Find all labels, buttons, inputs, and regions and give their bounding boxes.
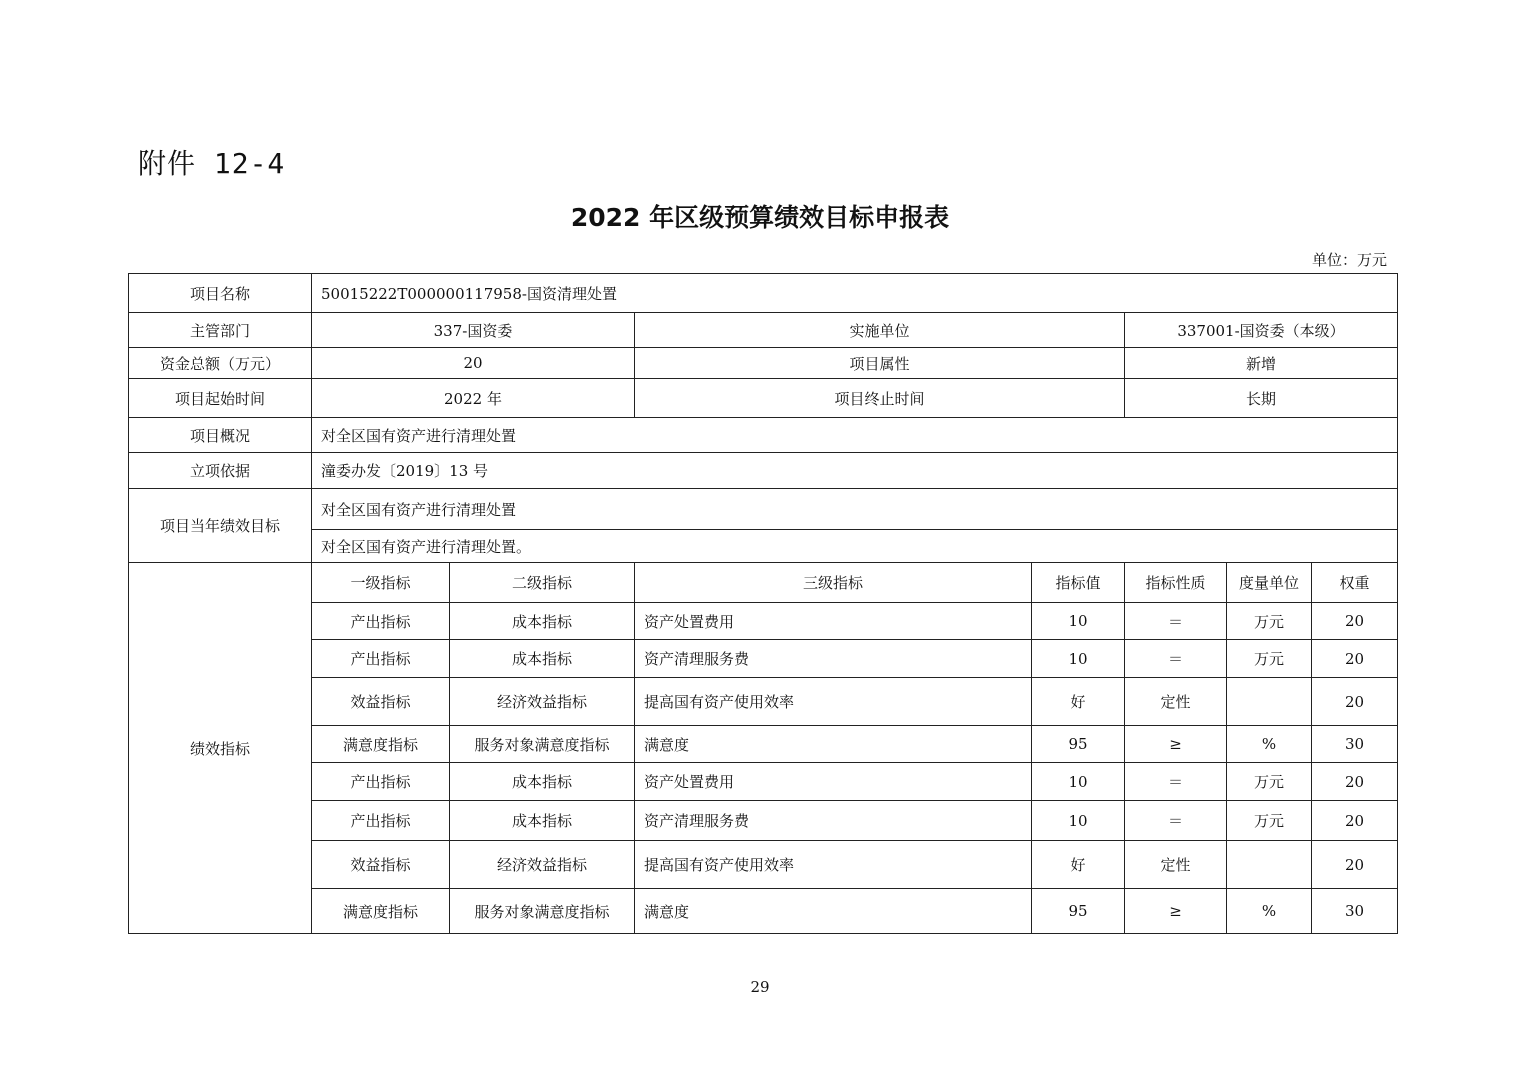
unit-cell: % xyxy=(1227,889,1312,934)
value-cell: 好 xyxy=(1032,841,1125,889)
indicator-header-row xyxy=(129,563,1398,603)
header-level1: 一级指标 xyxy=(312,563,450,603)
weight-cell: 30 xyxy=(1312,726,1398,763)
row-fund xyxy=(129,348,1398,379)
header-weight: 权重 xyxy=(1312,563,1398,603)
table-row xyxy=(129,889,1398,934)
table-row xyxy=(129,640,1398,678)
end-value: 长期 xyxy=(1125,379,1398,418)
weight-cell: 20 xyxy=(1312,678,1398,726)
level3-cell: 资产清理服务费 xyxy=(635,801,1032,841)
level2-cell: 成本指标 xyxy=(450,603,635,640)
page-number: 29 xyxy=(750,978,770,996)
table-row xyxy=(129,678,1398,726)
start-label: 项目起始时间 xyxy=(129,379,312,418)
level2-cell: 成本指标 xyxy=(450,763,635,801)
attachment-label: 附件 12-4 xyxy=(138,147,286,180)
unit-cell: % xyxy=(1227,726,1312,763)
impl-label: 实施单位 xyxy=(635,313,1125,348)
nature-cell: 定性 xyxy=(1125,841,1227,889)
level3-cell: 资产处置费用 xyxy=(635,603,1032,640)
header-level2: 二级指标 xyxy=(450,563,635,603)
level1-cell: 产出指标 xyxy=(312,801,450,841)
table-row xyxy=(129,801,1398,841)
weight-cell: 20 xyxy=(1312,763,1398,801)
row-goal-1 xyxy=(129,489,1398,530)
level2-cell: 经济效益指标 xyxy=(450,841,635,889)
value-cell: 10 xyxy=(1032,763,1125,801)
overview-value: 对全区国有资产进行清理处置 xyxy=(312,418,1398,453)
goal-label: 项目当年绩效目标 xyxy=(129,489,312,563)
unit-cell: 万元 xyxy=(1227,640,1312,678)
level2-cell: 成本指标 xyxy=(450,801,635,841)
attr-value: 新增 xyxy=(1125,348,1398,379)
project-name-label: 项目名称 xyxy=(129,274,312,313)
goal-line-1: 对全区国有资产进行清理处置 xyxy=(312,489,1398,530)
nature-cell: ≥ xyxy=(1125,726,1227,763)
table-row xyxy=(129,726,1398,763)
overview-label: 项目概况 xyxy=(129,418,312,453)
level1-cell: 满意度指标 xyxy=(312,726,450,763)
nature-cell: ＝ xyxy=(1125,763,1227,801)
value-cell: 10 xyxy=(1032,640,1125,678)
nature-cell: ≥ xyxy=(1125,889,1227,934)
row-department xyxy=(129,313,1398,348)
page-title: 2022 年区级预算绩效目标申报表 xyxy=(570,203,950,232)
unit-cell xyxy=(1227,841,1312,889)
level3-cell: 满意度 xyxy=(635,726,1032,763)
budget-performance-table xyxy=(128,273,1398,934)
unit-cell: 万元 xyxy=(1227,801,1312,841)
header-value: 指标值 xyxy=(1032,563,1125,603)
weight-cell: 20 xyxy=(1312,801,1398,841)
unit-cell xyxy=(1227,678,1312,726)
table-row xyxy=(129,763,1398,801)
row-basis xyxy=(129,453,1398,489)
dept-label: 主管部门 xyxy=(129,313,312,348)
level1-cell: 效益指标 xyxy=(312,841,450,889)
value-cell: 好 xyxy=(1032,678,1125,726)
header-nature: 指标性质 xyxy=(1125,563,1227,603)
impl-value: 337001-国资委（本级） xyxy=(1125,313,1398,348)
value-cell: 95 xyxy=(1032,889,1125,934)
table-row xyxy=(129,841,1398,889)
level1-cell: 效益指标 xyxy=(312,678,450,726)
row-overview xyxy=(129,418,1398,453)
value-cell: 10 xyxy=(1032,801,1125,841)
fund-label: 资金总额（万元） xyxy=(129,348,312,379)
row-period xyxy=(129,379,1398,418)
unit-cell: 万元 xyxy=(1227,603,1312,640)
nature-cell: ＝ xyxy=(1125,640,1227,678)
level3-cell: 资产清理服务费 xyxy=(635,640,1032,678)
level1-cell: 产出指标 xyxy=(312,763,450,801)
value-cell: 95 xyxy=(1032,726,1125,763)
level3-cell: 资产处置费用 xyxy=(635,763,1032,801)
project-name-value: 50015222T000000117958-国资清理处置 xyxy=(312,274,1398,313)
level2-cell: 经济效益指标 xyxy=(450,678,635,726)
level3-cell: 提高国有资产使用效率 xyxy=(635,678,1032,726)
header-unit: 度量单位 xyxy=(1227,563,1312,603)
row-project-name xyxy=(129,274,1398,313)
level3-cell: 满意度 xyxy=(635,889,1032,934)
nature-cell: ＝ xyxy=(1125,603,1227,640)
level2-cell: 服务对象满意度指标 xyxy=(450,889,635,934)
row-goal-2 xyxy=(129,530,1398,563)
attr-label: 项目属性 xyxy=(635,348,1125,379)
weight-cell: 20 xyxy=(1312,640,1398,678)
unit-label: 单位：万元 xyxy=(1311,251,1387,269)
level2-cell: 成本指标 xyxy=(450,640,635,678)
value-cell: 10 xyxy=(1032,603,1125,640)
weight-cell: 20 xyxy=(1312,603,1398,640)
unit-cell: 万元 xyxy=(1227,763,1312,801)
dept-value: 337-国资委 xyxy=(312,313,635,348)
goal-line-2: 对全区国有资产进行清理处置。 xyxy=(312,530,1398,563)
header-level3: 三级指标 xyxy=(635,563,1032,603)
end-label: 项目终止时间 xyxy=(635,379,1125,418)
fund-value: 20 xyxy=(312,348,635,379)
nature-cell: ＝ xyxy=(1125,801,1227,841)
table-row xyxy=(129,603,1398,640)
level1-cell: 产出指标 xyxy=(312,603,450,640)
level2-cell: 服务对象满意度指标 xyxy=(450,726,635,763)
level1-cell: 产出指标 xyxy=(312,640,450,678)
weight-cell: 20 xyxy=(1312,841,1398,889)
nature-cell: 定性 xyxy=(1125,678,1227,726)
level3-cell: 提高国有资产使用效率 xyxy=(635,841,1032,889)
level1-cell: 满意度指标 xyxy=(312,889,450,934)
indicators-section-label: 绩效指标 xyxy=(129,563,312,934)
start-value: 2022 年 xyxy=(312,379,635,418)
weight-cell: 30 xyxy=(1312,889,1398,934)
basis-label: 立项依据 xyxy=(129,453,312,489)
basis-value: 潼委办发〔2019〕13 号 xyxy=(312,453,1398,489)
